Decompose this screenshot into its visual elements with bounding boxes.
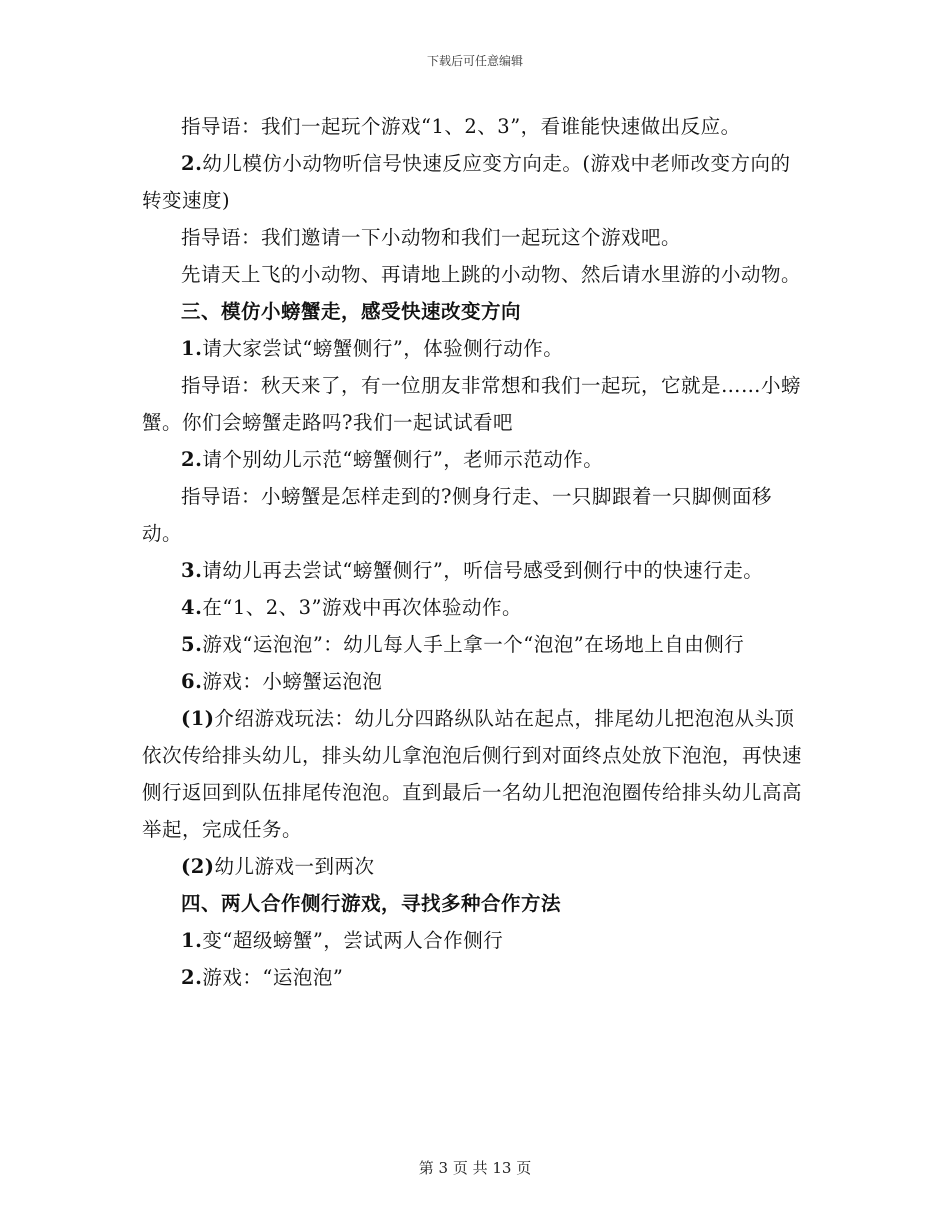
paragraph: 指导语：我们一起玩个游戏“1、2、3”，看谁能快速做出反应。 (181, 115, 741, 138)
paragraph: 2.幼儿模仿小动物听信号快速反应变方向走。(游戏中老师改变方向的转变速度) (142, 152, 791, 212)
paragraph: 2.游戏：“运泡泡” (181, 966, 344, 989)
section-heading: 四、两人合作侧行游戏，寻找多种合作方法 (181, 892, 562, 915)
page-header: 下载后可任意编辑 (426, 54, 523, 68)
paragraph: (2)幼儿游戏一到两次 (181, 855, 375, 878)
paragraph: 6.游戏：小螃蟹运泡泡 (181, 670, 383, 693)
paragraph: 1.变“超级螃蟹”，尝试两人合作侧行 (181, 929, 504, 952)
paragraph: 指导语：秋天来了，有一位朋友非常想和我们一起玩，它就是……小螃蟹。你们会螃蟹走路吗?我们一起试试看吧 (142, 374, 802, 434)
paragraph: 指导语：小螃蟹是怎样走到的?侧身行走、一只脚跟着一只脚侧面移动。 (142, 485, 772, 545)
page-footer: 第 3 页 共 13 页 (418, 1159, 532, 1177)
paragraph: 指导语：我们邀请一下小动物和我们一起玩这个游戏吧。 (181, 226, 682, 249)
paragraph: (1)介绍游戏玩法：幼儿分四路纵队站在起点，排尾幼儿把泡泡从头顶依次传给排头幼儿，排头幼儿拿泡泡后侧行到对面终点处放下泡泡，再快速侧行返回到队伍排尾传泡泡。直到最后一名幼儿把泡泡圈传给排头幼儿高高举起，完成任务。 (142, 707, 803, 841)
paragraph: 3.请幼儿再去尝试“螃蟹侧行”，听信号感受到侧行中的快速行走。 (181, 559, 764, 582)
paragraph: 2.请个别幼儿示范“螃蟹侧行”，老师示范动作。 (181, 448, 604, 471)
paragraph: 5.游戏“运泡泡”：幼儿每人手上拿一个“泡泡”在场地上自由侧行 (181, 633, 745, 656)
paragraph: 1.请大家尝试“螃蟹侧行”，体验侧行动作。 (181, 337, 564, 360)
paragraph: 4.在“1、2、3”游戏中再次体验动作。 (181, 596, 523, 619)
paragraph: 先请天上飞的小动物、再请地上跳的小动物、然后请水里游的小动物。 (181, 263, 802, 286)
document-body (142, 108, 808, 996)
section-heading: 三、模仿小螃蟹走，感受快速改变方向 (181, 300, 522, 323)
